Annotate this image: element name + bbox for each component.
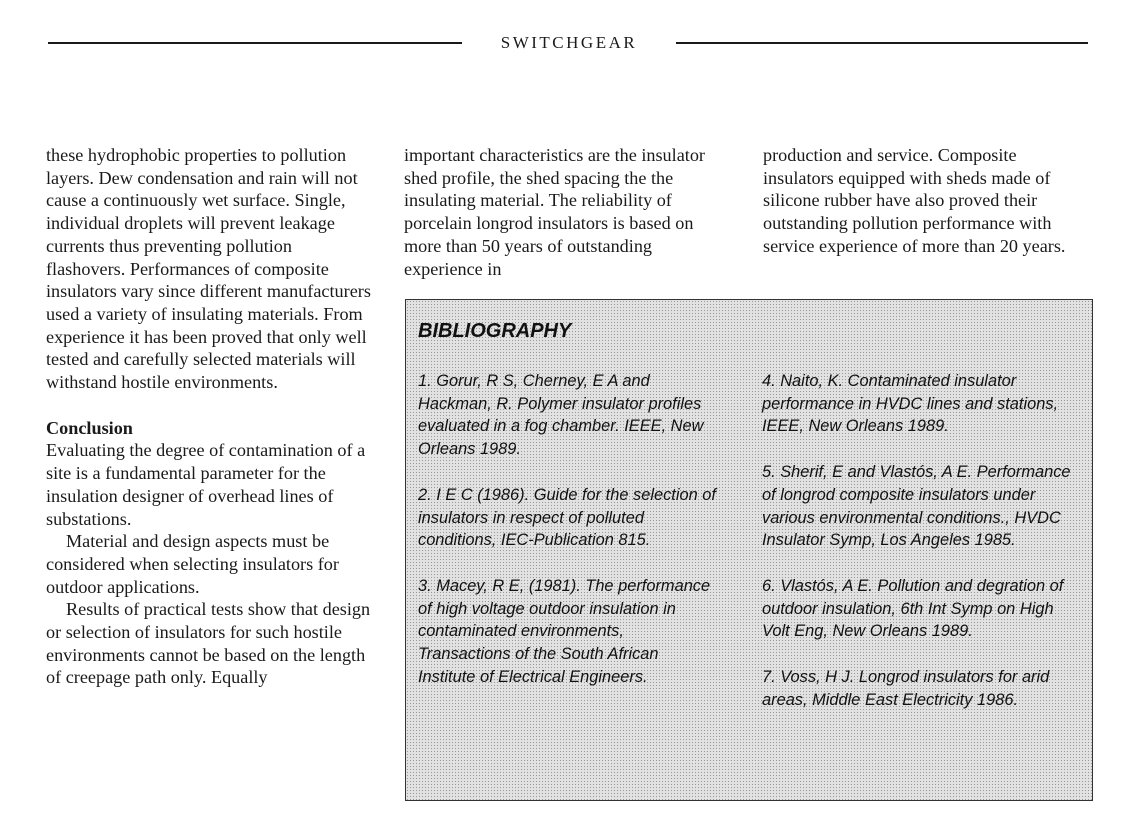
paragraph: production and service. Composite insulators equipped with sheds made of silicone rubber have also proved their outstanding pollution performance with service experience of more than 20 years. xyxy=(763,145,1066,256)
body-column-1 xyxy=(46,144,372,689)
header-rule-left xyxy=(48,42,462,44)
body-column-2 xyxy=(404,144,734,280)
header-rule-right xyxy=(676,42,1088,44)
paragraph: important characteristics are the insulator shed profile, the shed spacing the the insulating material. The reliability of porcelain longrod insulators is based on more than 50 years of outstanding experience in xyxy=(404,145,705,279)
bibliography-title: BIBLIOGRAPHY xyxy=(418,320,572,342)
bibliography-entry: 6. Vlastós, A E. Pollution and degration of outdoor insulation, 6th Int Symp on High Volt Eng, New Orleans 1989. xyxy=(762,576,1064,641)
bibliography-box xyxy=(405,299,1093,801)
section-heading-conclusion: Conclusion xyxy=(46,417,133,438)
bibliography-entry: 2. I E C (1986). Guide for the selection of insulators in respect of polluted conditions, IEC-Publication 815. xyxy=(418,485,716,550)
bibliography-entry: 5. Sherif, E and Vlastós, A E. Performance of longrod composite insulators under various environmental conditions., HVDC Insulator Symp, Los Angeles 1985. xyxy=(762,463,1071,550)
bibliography-entry: 7. Voss, H J. Longrod insulators for arid areas, Middle East Electricity 1986. xyxy=(762,668,1050,709)
bibliography-entry: 3. Macey, R E, (1981). The performance of high voltage outdoor insulation in contaminated environments, Transactions of the South African Institute of Electrical Engineers. xyxy=(418,576,711,686)
running-head: SWITCHGEAR xyxy=(500,33,638,52)
paragraph: these hydrophobic properties to pollution layers. Dew condensation and rain will not cause a continuously wet surface. Single, individual droplets will prevent leakage currents thus preventing pollution flashovers. Performances of composite insulators vary since different manufacturers used a variety of insulating materials. From experience it has been proved that only well tested and carefully selected materials will withstand hostile environments. xyxy=(46,145,371,393)
bibliography-column-left xyxy=(418,370,718,711)
paragraph: Evaluating the degree of contamination of a site is a fundamental parameter for the insulation designer of overhead lines of substations. xyxy=(46,440,366,529)
body-column-3 xyxy=(763,144,1083,258)
bibliography-column-right xyxy=(762,370,1082,734)
paragraph: Material and design aspects must be considered when selecting insulators for outdoor applications. xyxy=(46,531,339,597)
paragraph: Results of practical tests show that design or selection of insulators for such hostile environments cannot be based on the length of creepage path only. Equally xyxy=(46,599,371,688)
bibliography-entry: 1. Gorur, R S, Cherney, E A and Hackman, R. Polymer insulator profiles evaluated in a fog chamber. IEEE, New Orleans 1989. xyxy=(418,372,704,459)
bibliography-entry: 4. Naito, K. Contaminated insulator performance in HVDC lines and stations, IEEE, New Orleans 1989. xyxy=(762,372,1059,436)
